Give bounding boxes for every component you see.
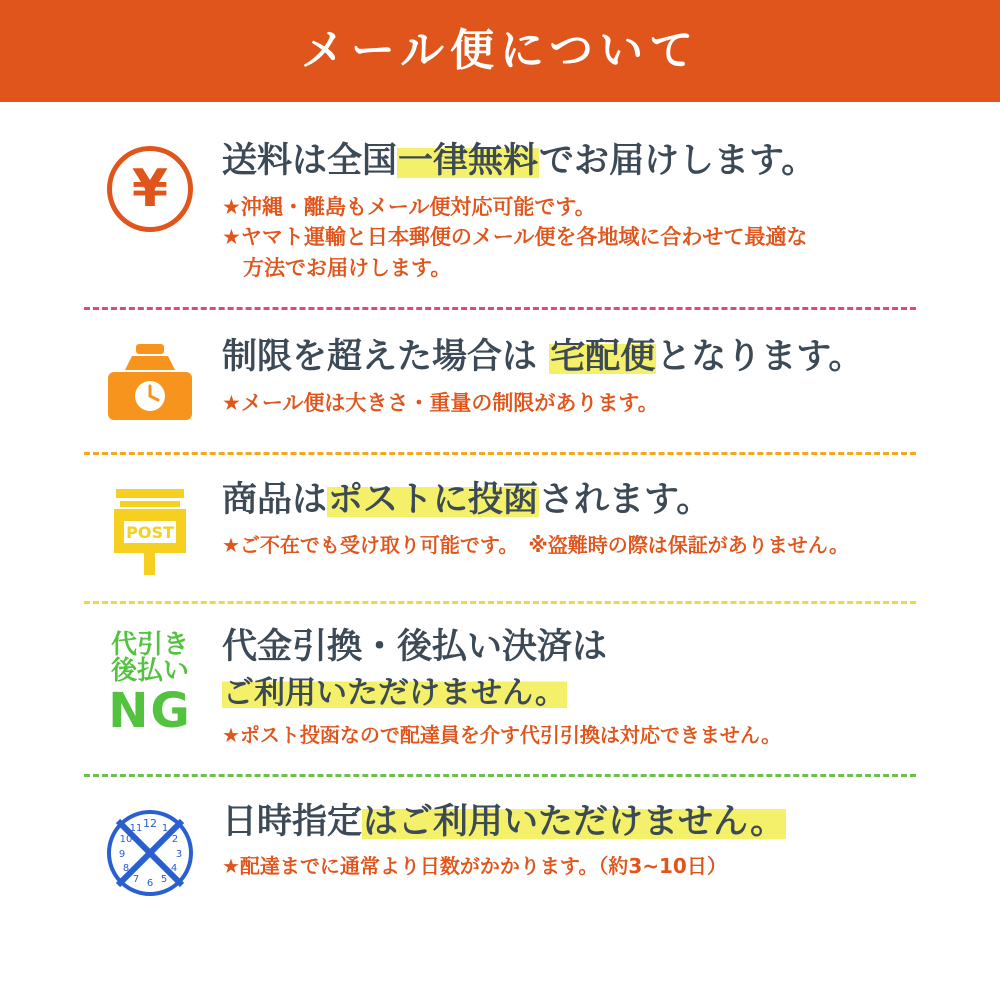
svg-text:10: 10 [119,833,133,845]
sub-note-line: ★沖縄・離島もメール便対応可能です。 [222,194,596,219]
headline-text: 制限を超えた場合は [222,337,550,378]
sub-note-list [222,531,964,560]
svg-text:2: 2 [171,833,179,845]
headline-text: 日時指定 [222,801,363,842]
mailbox-post-icon [90,479,210,577]
svg-text:3: 3 [175,848,183,860]
headline-highlight: ポストに投函 [328,480,539,521]
svg-text:9: 9 [118,848,126,860]
info-row-body [210,140,964,283]
ng-line-1: 代引き [110,630,189,661]
sub-note-list [222,852,964,881]
svg-text:8: 8 [122,862,130,874]
svg-text:7: 7 [132,873,140,885]
svg-text:POST: POST [126,523,174,543]
headline-no-datetime [222,801,964,845]
info-row-cod-not-available [0,604,1000,750]
mailbox-post-icon-graphic [98,485,202,577]
ng-line-3: NG [108,683,192,740]
headline-text: は [572,627,608,668]
info-row-post-delivery [0,455,1000,577]
headline-highlight: 宅配便 [550,337,656,378]
headline-text: 送料は全国 [222,141,398,181]
headline-text: でお届けします。 [539,141,817,181]
headline-text: 商品は [222,480,328,521]
sub-note-line: ★ご不在でも受け取り可能です。 ※盗難時の際は保証がありません。 [222,532,849,557]
info-row-body [210,801,964,882]
sub-note-line: 方法でお届けします。 [222,255,452,280]
info-row-body [210,479,964,560]
info-row-shipping-free [0,102,1000,283]
svg-text:5: 5 [160,873,168,885]
yen-circle-icon [90,140,210,232]
sub-note-list [222,388,964,418]
headline-post-delivery [222,479,964,523]
headline-text: 代金引換・後払い決済 [222,627,573,668]
scale-icon-graphic [102,342,198,428]
sub-note-line: ★ヤマト運輸と日本郵便のメール便を各地域に合わせて最適な [222,225,808,250]
sub-note-list [222,192,964,283]
page-title: メール便について [300,25,700,76]
sub-note-list [222,721,964,750]
headline-highlight: 一律無料 [398,141,539,181]
sub-note-line: ★メール便は大きさ・重量の制限があります。 [222,390,659,415]
headline-size-limit [222,336,964,380]
headline-shipping-free [222,140,964,184]
svg-text:4: 4 [170,862,178,874]
svg-text:6: 6 [146,877,154,889]
info-rows [0,102,1000,899]
info-row-size-limit [0,310,1000,428]
svg-text:1: 1 [161,822,169,834]
headline-text: となります。 [656,337,864,378]
headline-cod [222,626,964,670]
page-header [0,0,1000,102]
svg-text:12: 12 [143,816,157,830]
clock-no-datetime-icon [90,801,210,899]
headline-highlight: ご利用いただけません。 [223,674,566,711]
headline-highlight: はご利用いただけません。 [363,801,786,842]
info-row-body [210,336,964,418]
svg-text:11: 11 [129,822,143,834]
info-row-body [210,626,964,750]
ng-badge-text [108,630,192,740]
headline-text: されます。 [539,480,712,521]
info-row-no-datetime [0,777,1000,899]
ng-line-2: 後払い [110,656,189,687]
headline-cod-second-line [222,674,964,713]
scale-icon [90,336,210,428]
clock-no-datetime-icon-graphic [104,807,196,899]
yen-icon-label: ¥ [131,159,169,219]
sub-note-line: ★配達までに通常より日数がかかります。（約3~10日） [222,854,727,879]
sub-note-line: ★ポスト投函なので配達員を介す代引引換は対応できません。 [222,722,782,747]
ng-badge-icon [90,626,210,740]
